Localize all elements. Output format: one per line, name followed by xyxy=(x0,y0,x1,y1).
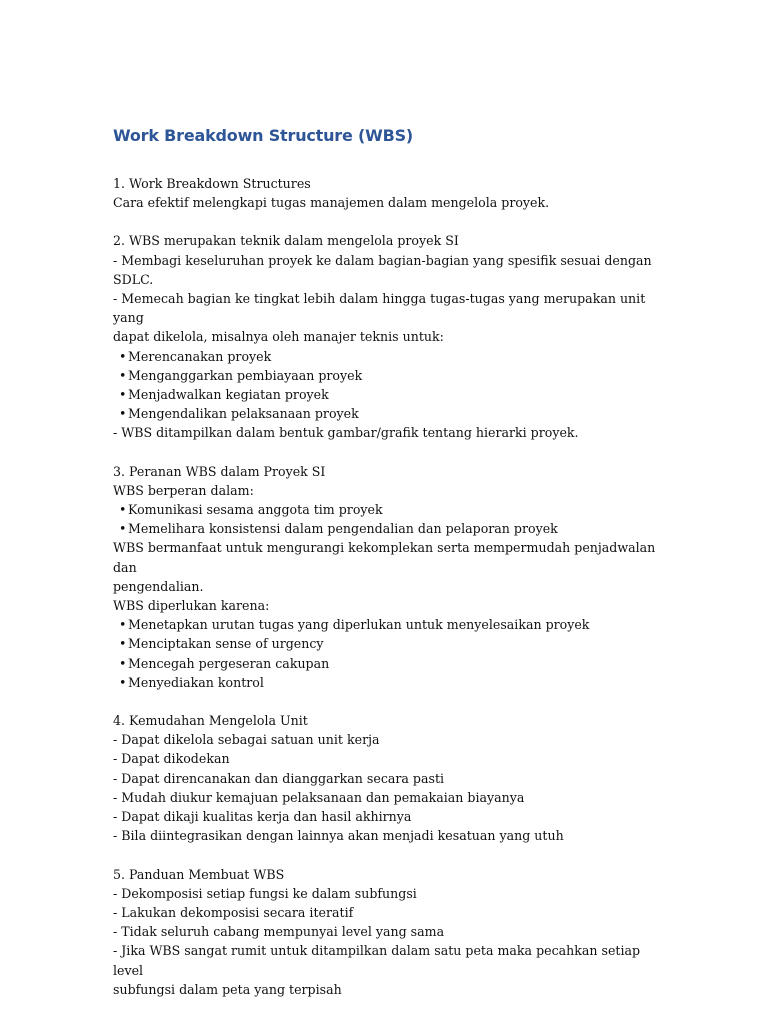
bullet-text: Menganggarkan pembiayaan proyek xyxy=(128,367,363,383)
text-line: WBS diperlukan karena: xyxy=(113,598,270,614)
bullet-text: Memelihara konsistensi dalam pengendalian dan pelaporan proyek xyxy=(128,521,558,537)
text-line: - Dapat dikaji kualitas kerja dan hasil akhirnya xyxy=(113,809,412,825)
bullet-icon: • xyxy=(119,674,127,690)
bullet-icon: • xyxy=(119,502,127,518)
bullet-text: Menyediakan kontrol xyxy=(128,674,264,690)
document-body xyxy=(113,174,673,999)
text-line: - Lakukan dekomposisi secara iteratif xyxy=(113,904,354,920)
bullet-icon: • xyxy=(119,617,127,633)
bullet-text: Merencanakan proyek xyxy=(128,348,272,364)
text-line: dapat dikelola, misalnya oleh manajer teknis untuk: xyxy=(113,329,444,345)
document-page xyxy=(113,124,673,1018)
text-line: - Bila diintegrasikan dengan lainnya akan menjadi kesatuan yang utuh xyxy=(113,828,564,844)
section-heading: 3. Peranan WBS dalam Proyek SI xyxy=(113,463,326,479)
bullet-icon: • xyxy=(119,655,127,671)
section-5 xyxy=(113,865,673,999)
bullet-icon: • xyxy=(119,387,127,403)
text-line: - Memecah bagian ke tingkat lebih dalam hingga tugas-tugas yang merupakan unit yang xyxy=(113,291,646,326)
section-1 xyxy=(113,174,673,212)
section-3 xyxy=(113,462,673,692)
bullet-item xyxy=(113,347,673,366)
bullet-icon: • xyxy=(119,348,127,364)
bullet-item xyxy=(113,500,673,519)
text-line: WBS bermanfaat untuk mengurangi kekomplekan serta mempermudah penjadwalan dan xyxy=(113,540,656,575)
text-line: - Dapat dikodekan xyxy=(113,751,230,767)
bullet-icon: • xyxy=(119,521,127,537)
section-heading: 5. Panduan Membuat WBS xyxy=(113,866,285,882)
bullet-icon: • xyxy=(119,636,127,652)
section-2 xyxy=(113,231,673,442)
bullet-item xyxy=(113,615,673,634)
bullet-text: Mengendalikan pelaksanaan proyek xyxy=(128,406,359,422)
text-line: - Dekomposisi setiap fungsi ke dalam subfungsi xyxy=(113,885,417,901)
text-line: - Tidak seluruh cabang mempunyai level yang sama xyxy=(113,924,445,940)
bullet-text: Mencegah pergeseran cakupan xyxy=(128,655,330,671)
bullet-text: Menciptakan sense of urgency xyxy=(128,636,324,652)
text-line: pengendalian. xyxy=(113,578,204,594)
bullet-icon: • xyxy=(119,367,127,383)
bullet-item xyxy=(113,654,673,673)
bullet-icon: • xyxy=(119,406,127,422)
document-title: Work Breakdown Structure (WBS) xyxy=(113,126,414,145)
text-line: - Mudah diukur kemajuan pelaksanaan dan pemakaian biayanya xyxy=(113,789,525,805)
section-heading: 2. WBS merupakan teknik dalam mengelola proyek SI xyxy=(113,233,459,249)
bullet-item xyxy=(113,385,673,404)
text-line: WBS berperan dalam: xyxy=(113,482,254,498)
section-4 xyxy=(113,711,673,845)
text-line: - Dapat dikelola sebagai satuan unit kerja xyxy=(113,732,380,748)
text-line: - Jika WBS sangat rumit untuk ditampilkan dalam satu peta maka pecahkan setiap level xyxy=(113,943,641,978)
bullet-text: Menetapkan urutan tugas yang diperlukan untuk menyelesaikan proyek xyxy=(128,617,590,633)
bullet-text: Menjadwalkan kegiatan proyek xyxy=(128,387,329,403)
text-line: subfungsi dalam peta yang terpisah xyxy=(113,981,342,997)
text-line: - Dapat direncanakan dan dianggarkan secara pasti xyxy=(113,770,445,786)
bullet-item xyxy=(113,634,673,653)
section-heading: 1. Work Breakdown Structures xyxy=(113,176,311,191)
bullet-item xyxy=(113,404,673,423)
section-heading: 4. Kemudahan Mengelola Unit xyxy=(113,713,308,729)
text-line: - WBS ditampilkan dalam bentuk gambar/grafik tentang hierarki proyek. xyxy=(113,425,579,441)
bullet-item xyxy=(113,519,673,538)
text-line: Cara efektif melengkapi tugas manajemen dalam mengelola proyek. xyxy=(113,195,550,211)
bullet-item xyxy=(113,366,673,385)
bullet-item xyxy=(113,673,673,692)
bullet-text: Komunikasi sesama anggota tim proyek xyxy=(128,502,383,518)
text-line: - Membagi keseluruhan proyek ke dalam bagian-bagian yang spesifik sesuai dengan SDLC. xyxy=(113,252,652,287)
